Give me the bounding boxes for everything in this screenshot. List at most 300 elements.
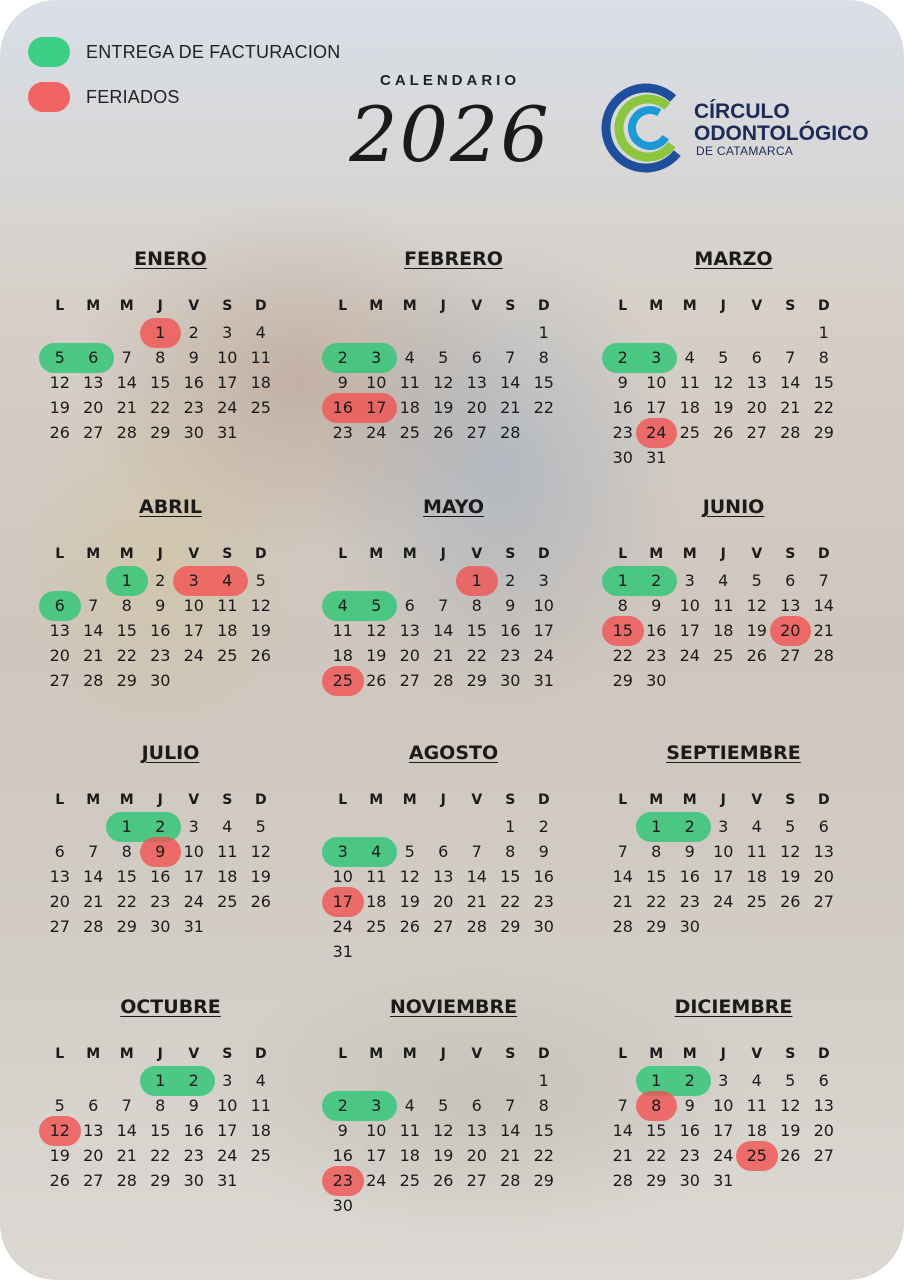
day-cell: 8: [471, 596, 482, 615]
day-cell: 19: [433, 1146, 454, 1165]
day-cell: 20: [433, 892, 454, 911]
month-name: DICIEMBRE: [674, 996, 793, 1018]
day-cell: 12: [780, 1096, 801, 1115]
day-cell: 21: [612, 892, 633, 911]
day-cell: 17: [713, 1121, 734, 1140]
day-cell: 1: [538, 323, 549, 342]
day-cell: 4: [222, 817, 233, 836]
weekday-header: M: [86, 546, 101, 562]
day-cell: 19: [780, 1121, 801, 1140]
weekday-header: L: [55, 546, 65, 562]
weekday-header: M: [369, 298, 384, 314]
day-cell: 23: [332, 1171, 353, 1190]
month-grid: [326, 1040, 581, 1218]
day-cell: 19: [399, 892, 420, 911]
day-cell: 7: [785, 348, 796, 367]
day-cell: 25: [679, 423, 700, 442]
day-cell: 23: [679, 892, 700, 911]
day-cell: 26: [713, 423, 734, 442]
day-cell: 22: [813, 398, 834, 417]
day-cell: 20: [83, 1146, 104, 1165]
weekday-header: D: [537, 546, 550, 562]
month-abril: [43, 496, 298, 693]
day-cell: 20: [49, 892, 70, 911]
day-cell: 27: [399, 671, 420, 690]
day-cell: 7: [818, 571, 829, 590]
day-cell: 9: [337, 373, 348, 392]
weekday-header: V: [471, 1046, 483, 1062]
day-cell: 11: [679, 373, 700, 392]
day-cell: 25: [746, 892, 767, 911]
day-cell: 25: [217, 646, 238, 665]
day-cell: 27: [466, 423, 487, 442]
day-cell: 7: [438, 596, 449, 615]
day-cell: 24: [713, 892, 734, 911]
empty-cell: [427, 320, 461, 345]
day-cell: 20: [780, 621, 801, 640]
day-cell: 14: [500, 373, 521, 392]
weekday-header: D: [254, 792, 267, 808]
weekday-header: L: [338, 298, 348, 314]
day-cell: 18: [679, 398, 700, 417]
day-cell: 13: [466, 373, 487, 392]
day-cell: 24: [183, 646, 204, 665]
day-cell: 22: [466, 646, 487, 665]
day-cell: 17: [366, 1146, 387, 1165]
day-cell: 3: [538, 571, 549, 590]
weekday-header: J: [157, 546, 163, 562]
weekday-header: D: [254, 298, 267, 314]
day-cell: 30: [679, 917, 700, 936]
day-cell: 10: [713, 1096, 734, 1115]
day-cell: 2: [155, 817, 166, 836]
day-cell: 16: [150, 867, 171, 886]
day-cell: 20: [49, 646, 70, 665]
day-cell: 22: [116, 892, 137, 911]
day-cell: 6: [785, 571, 796, 590]
day-cell: 22: [116, 646, 137, 665]
day-cell: 25: [250, 398, 271, 417]
logo-line-2: ODONTOLÓGICO: [694, 122, 869, 145]
day-cell: 2: [538, 817, 549, 836]
empty-cell: [360, 568, 394, 593]
empty-cell: [43, 1068, 77, 1093]
day-cell: 24: [217, 1146, 238, 1165]
day-cell: 8: [155, 1096, 166, 1115]
day-cell: 23: [500, 646, 521, 665]
weekday-header: D: [537, 1046, 550, 1062]
day-cell: 28: [612, 917, 633, 936]
day-cell: 11: [250, 1096, 271, 1115]
month-name: MARZO: [694, 248, 773, 270]
weekday-header: M: [119, 1046, 134, 1062]
empty-cell: [460, 320, 494, 345]
day-cell: 7: [505, 348, 516, 367]
day-cell: 7: [505, 1096, 516, 1115]
month-grid: [606, 786, 861, 939]
month-name: OCTUBRE: [120, 996, 221, 1018]
day-cell: 2: [155, 571, 166, 590]
weekday-header: L: [55, 298, 65, 314]
empty-cell: [494, 320, 528, 345]
day-cell: 5: [785, 1071, 796, 1090]
weekday-header: M: [119, 546, 134, 562]
day-cell: 17: [217, 1121, 238, 1140]
day-cell: 4: [371, 842, 382, 861]
weekday-header: D: [817, 298, 830, 314]
day-cell: 29: [150, 1171, 171, 1190]
day-cell: 11: [746, 1096, 767, 1115]
weekday-header: M: [649, 1046, 664, 1062]
day-cell: 13: [780, 596, 801, 615]
day-cell: 14: [813, 596, 834, 615]
month-grid: [326, 786, 581, 964]
weekday-header: V: [471, 546, 483, 562]
weekday-header: M: [402, 546, 417, 562]
day-cell: 20: [466, 398, 487, 417]
weekday-header: L: [618, 546, 628, 562]
weekday-header: V: [471, 298, 483, 314]
day-cell: 7: [617, 1096, 628, 1115]
empty-cell: [110, 1068, 144, 1093]
day-cell: 26: [780, 1146, 801, 1165]
weekday-header: S: [785, 298, 796, 314]
day-cell: 15: [150, 1121, 171, 1140]
weekday-header: M: [682, 298, 697, 314]
empty-cell: [43, 568, 77, 593]
day-cell: 22: [533, 398, 554, 417]
day-cell: 22: [150, 398, 171, 417]
weekday-header: M: [682, 546, 697, 562]
day-cell: 27: [433, 917, 454, 936]
day-cell: 18: [332, 646, 353, 665]
empty-cell: [77, 814, 111, 839]
weekday-header: D: [817, 546, 830, 562]
day-cell: 22: [646, 892, 667, 911]
day-cell: 28: [500, 423, 521, 442]
day-cell: 13: [813, 1096, 834, 1115]
month-name: FEBRERO: [404, 248, 503, 270]
day-cell: 6: [88, 348, 99, 367]
weekday-header: L: [618, 792, 628, 808]
day-cell: 27: [780, 646, 801, 665]
day-cell: 10: [332, 867, 353, 886]
day-cell: 18: [250, 1121, 271, 1140]
day-cell: 23: [533, 892, 554, 911]
day-cell: 2: [188, 323, 199, 342]
day-cell: 6: [471, 1096, 482, 1115]
day-cell: 15: [813, 373, 834, 392]
day-cell: 7: [121, 348, 132, 367]
month-octubre: [43, 996, 298, 1193]
month-name: ENERO: [134, 248, 207, 270]
day-cell: 4: [751, 1071, 762, 1090]
weekday-header: S: [222, 1046, 233, 1062]
day-cell: 14: [83, 867, 104, 886]
day-cell: 3: [371, 1096, 382, 1115]
empty-cell: [427, 814, 461, 839]
month-agosto: [326, 742, 581, 964]
empty-cell: [77, 1068, 111, 1093]
weekday-header: L: [338, 792, 348, 808]
day-cell: 29: [116, 917, 137, 936]
legend-holidays-label: FERIADOS: [86, 86, 180, 107]
day-cell: 18: [366, 892, 387, 911]
day-cell: 23: [612, 423, 633, 442]
day-cell: 13: [399, 621, 420, 640]
day-cell: 1: [121, 571, 132, 590]
day-cell: 6: [54, 596, 65, 615]
empty-cell: [360, 814, 394, 839]
day-cell: 12: [366, 621, 387, 640]
day-cell: 21: [500, 1146, 521, 1165]
day-cell: 20: [466, 1146, 487, 1165]
day-cell: 4: [255, 1071, 266, 1090]
month-febrero: [326, 248, 581, 445]
day-cell: 18: [399, 398, 420, 417]
day-cell: 30: [150, 671, 171, 690]
day-cell: 28: [116, 1171, 137, 1190]
weekday-header: M: [86, 1046, 101, 1062]
empty-cell: [77, 568, 111, 593]
day-cell: 19: [250, 621, 271, 640]
day-cell: 14: [780, 373, 801, 392]
day-cell: 19: [433, 398, 454, 417]
day-cell: 24: [366, 423, 387, 442]
legend-holidays: [28, 82, 180, 112]
weekday-header: L: [55, 1046, 65, 1062]
day-cell: 15: [116, 867, 137, 886]
day-cell: 11: [746, 842, 767, 861]
day-cell: 13: [49, 621, 70, 640]
day-cell: 26: [780, 892, 801, 911]
day-cell: 8: [155, 348, 166, 367]
month-noviembre: [326, 996, 581, 1218]
day-cell: 12: [49, 1121, 70, 1140]
empty-cell: [606, 1068, 640, 1093]
day-cell: 21: [83, 892, 104, 911]
month-diciembre: [606, 996, 861, 1193]
day-cell: 10: [646, 373, 667, 392]
day-cell: 24: [646, 423, 667, 442]
day-cell: 12: [780, 842, 801, 861]
weekday-header: S: [505, 792, 516, 808]
day-cell: 30: [332, 1196, 353, 1215]
empty-cell: [707, 320, 741, 345]
day-cell: 31: [713, 1171, 734, 1190]
day-cell: 6: [438, 842, 449, 861]
weekday-header: J: [720, 546, 726, 562]
day-cell: 19: [250, 867, 271, 886]
day-cell: 30: [646, 671, 667, 690]
empty-cell: [740, 320, 774, 345]
weekday-header: J: [440, 792, 446, 808]
day-cell: 3: [222, 1071, 233, 1090]
empty-cell: [460, 1068, 494, 1093]
weekday-header: S: [785, 1046, 796, 1062]
day-cell: 15: [646, 867, 667, 886]
weekday-header: D: [537, 792, 550, 808]
day-cell: 15: [116, 621, 137, 640]
day-cell: 13: [746, 373, 767, 392]
day-cell: 4: [718, 571, 729, 590]
day-cell: 15: [533, 1121, 554, 1140]
day-cell: 2: [684, 1071, 695, 1090]
day-cell: 9: [337, 1121, 348, 1140]
day-cell: 28: [500, 1171, 521, 1190]
empty-cell: [606, 320, 640, 345]
legend-billing-label: ENTREGA DE FACTURACION: [86, 41, 341, 62]
day-cell: 14: [500, 1121, 521, 1140]
weekday-header: V: [188, 1046, 200, 1062]
day-cell: 5: [751, 571, 762, 590]
day-cell: 31: [217, 1171, 238, 1190]
day-cell: 6: [471, 348, 482, 367]
weekday-header: M: [369, 792, 384, 808]
day-cell: 27: [49, 917, 70, 936]
day-cell: 17: [533, 621, 554, 640]
day-cell: 8: [121, 596, 132, 615]
day-cell: 21: [612, 1146, 633, 1165]
day-cell: 19: [780, 867, 801, 886]
month-grid: [43, 786, 298, 939]
day-cell: 3: [684, 571, 695, 590]
day-cell: 31: [217, 423, 238, 442]
day-cell: 20: [83, 398, 104, 417]
day-cell: 15: [533, 373, 554, 392]
day-cell: 2: [337, 348, 348, 367]
day-cell: 25: [399, 423, 420, 442]
day-cell: 25: [332, 671, 353, 690]
day-cell: 10: [217, 1096, 238, 1115]
day-cell: 6: [54, 842, 65, 861]
day-cell: 8: [538, 348, 549, 367]
day-cell: 28: [612, 1171, 633, 1190]
day-cell: 19: [49, 1146, 70, 1165]
day-cell: 24: [183, 892, 204, 911]
weekday-header: J: [720, 1046, 726, 1062]
weekday-header: L: [618, 1046, 628, 1062]
weekday-header: J: [440, 546, 446, 562]
day-cell: 8: [818, 348, 829, 367]
day-cell: 3: [371, 348, 382, 367]
legend-billing: [28, 37, 340, 67]
day-cell: 29: [813, 423, 834, 442]
day-cell: 3: [188, 817, 199, 836]
day-cell: 18: [250, 373, 271, 392]
day-cell: 6: [404, 596, 415, 615]
day-cell: 29: [533, 1171, 554, 1190]
day-cell: 27: [83, 1171, 104, 1190]
day-cell: 8: [651, 1096, 662, 1115]
day-cell: 4: [222, 571, 233, 590]
weekday-header: M: [649, 792, 664, 808]
day-cell: 28: [466, 917, 487, 936]
logo-mark-icon: [600, 82, 690, 178]
day-cell: 5: [255, 571, 266, 590]
day-cell: 31: [533, 671, 554, 690]
day-cell: 6: [88, 1096, 99, 1115]
month-marzo: [606, 248, 861, 470]
weekday-header: S: [785, 792, 796, 808]
day-cell: 11: [332, 621, 353, 640]
day-cell: 14: [116, 1121, 137, 1140]
empty-cell: [606, 814, 640, 839]
day-cell: 15: [150, 373, 171, 392]
weekday-header: V: [188, 546, 200, 562]
day-cell: 23: [183, 1146, 204, 1165]
day-cell: 13: [466, 1121, 487, 1140]
weekday-header: J: [157, 792, 163, 808]
day-cell: 13: [813, 842, 834, 861]
weekday-header: V: [751, 546, 763, 562]
day-cell: 11: [217, 596, 238, 615]
day-cell: 7: [617, 842, 628, 861]
day-cell: 1: [471, 571, 482, 590]
empty-cell: [326, 1068, 360, 1093]
day-cell: 11: [250, 348, 271, 367]
day-cell: 26: [433, 423, 454, 442]
day-cell: 21: [466, 892, 487, 911]
month-julio: [43, 742, 298, 939]
day-cell: 17: [713, 867, 734, 886]
empty-cell: [774, 320, 808, 345]
day-cell: 22: [646, 1146, 667, 1165]
day-cell: 16: [183, 1121, 204, 1140]
weekday-header: M: [119, 792, 134, 808]
day-cell: 11: [399, 1121, 420, 1140]
day-cell: 9: [684, 1096, 695, 1115]
day-cell: 10: [533, 596, 554, 615]
weekday-header: M: [119, 298, 134, 314]
empty-cell: [460, 814, 494, 839]
day-cell: 29: [116, 671, 137, 690]
logo-line-1: CÍRCULO: [694, 100, 790, 123]
day-cell: 7: [88, 596, 99, 615]
day-cell: 2: [617, 348, 628, 367]
day-cell: 4: [684, 348, 695, 367]
day-cell: 26: [250, 646, 271, 665]
weekday-header: L: [338, 546, 348, 562]
weekday-header: S: [505, 298, 516, 314]
day-cell: 16: [679, 867, 700, 886]
day-cell: 25: [746, 1146, 767, 1165]
empty-cell: [360, 320, 394, 345]
day-cell: 23: [150, 646, 171, 665]
day-cell: 1: [155, 323, 166, 342]
day-cell: 10: [679, 596, 700, 615]
day-cell: 14: [116, 373, 137, 392]
day-cell: 28: [83, 917, 104, 936]
day-cell: 21: [433, 646, 454, 665]
day-cell: 13: [433, 867, 454, 886]
day-cell: 2: [651, 571, 662, 590]
month-name: AGOSTO: [408, 742, 499, 764]
day-cell: 3: [188, 571, 199, 590]
day-cell: 7: [121, 1096, 132, 1115]
weekday-header: M: [86, 298, 101, 314]
day-cell: 10: [366, 1121, 387, 1140]
day-cell: 20: [746, 398, 767, 417]
weekday-header: J: [720, 298, 726, 314]
day-cell: 28: [83, 671, 104, 690]
day-cell: 12: [433, 1121, 454, 1140]
day-cell: 9: [684, 842, 695, 861]
day-cell: 3: [718, 817, 729, 836]
day-cell: 1: [155, 1071, 166, 1090]
weekday-header: M: [402, 298, 417, 314]
day-cell: 30: [533, 917, 554, 936]
